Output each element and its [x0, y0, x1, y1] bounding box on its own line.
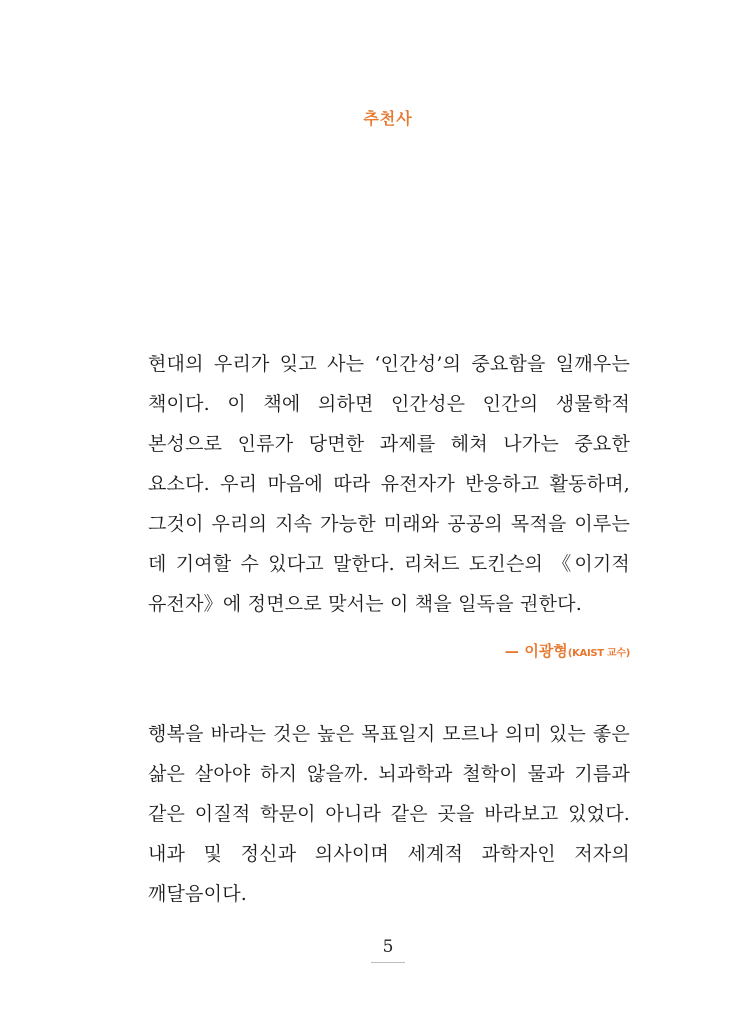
page-number-underline: [371, 962, 405, 963]
attribution-affiliation: (KAIST 교수): [567, 648, 630, 659]
page-number: 5: [382, 937, 394, 957]
endorsement-paragraph-2: 행복을 바라는 것은 높은 목표일지 모르나 의미 있는 좋은 삶은 살아야 하지 않을까. 뇌과학과 철학이 물과 기름과 같은 이질적 학문이 아니라 같은 곳을 바라보고 있었다. 내과 및 정신과 의사이며 세계적 과학자인 저자의 깨달음이다.: [148, 723, 630, 905]
endorsement-paragraph-1: 현대의 우리가 잊고 사는 ‘인간성’의 중요함을 일깨우는 책이다. 이 책에 의하면 인간성은 인간의 생물학적 본성으로 인류가 당면한 과제를 헤쳐 나가는 중요한 요소다. 우리 마음에 따라 유전자가 반응하고 활동하며, 그것이 우리의 지속 가능한 미래와 공공의 목적을 이루는 데 기여할 수 있다고 말한다. 리처드 도킨슨의 《이기적 유전자》에 정면으로 맞서는 이 책을 일독을 권한다.: [148, 353, 630, 615]
section-heading: 추천사: [363, 109, 413, 128]
endorsement-attribution: [505, 640, 630, 661]
attribution-name: 이광형: [524, 642, 568, 660]
attribution-dash: —: [504, 644, 519, 660]
